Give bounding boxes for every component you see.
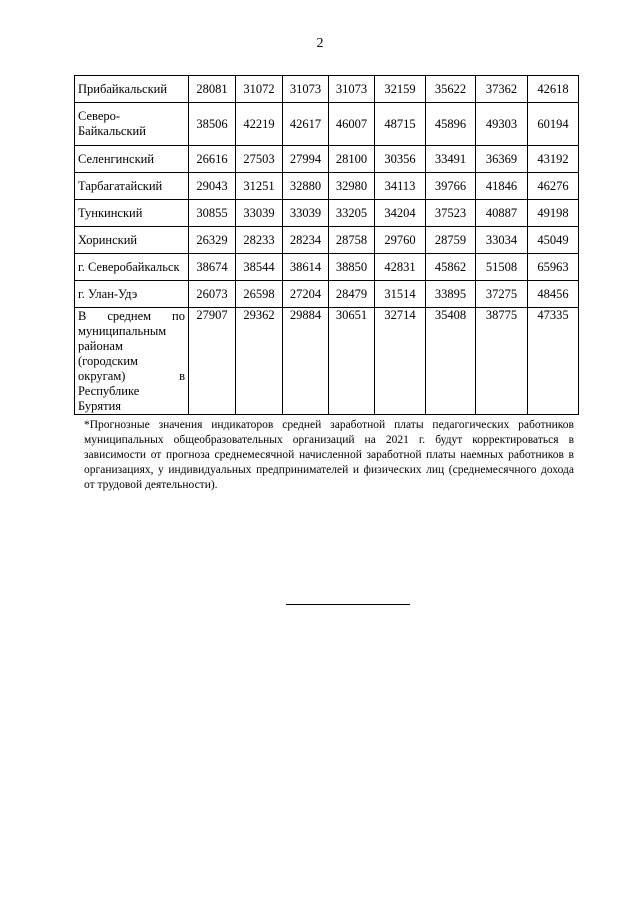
table-cell: 38544 [236, 254, 283, 281]
table-cell: 29884 [283, 308, 329, 415]
table-cell: 46007 [329, 103, 375, 146]
table-cell: 27204 [283, 281, 329, 308]
table-cell: 33039 [236, 200, 283, 227]
table-cell: 35408 [426, 308, 476, 415]
table-cell: 26598 [236, 281, 283, 308]
table-cell: 28233 [236, 227, 283, 254]
table-cell: 34113 [375, 173, 426, 200]
table-cell: 28758 [329, 227, 375, 254]
table-cell: 28479 [329, 281, 375, 308]
table-row [75, 254, 579, 281]
table-cell: 26616 [189, 146, 236, 173]
table-cell: 31514 [375, 281, 426, 308]
end-divider [286, 604, 410, 605]
table-cell: 36369 [476, 146, 528, 173]
page-number: 2 [316, 36, 324, 51]
footnote-text: *Прогнозные значения индикаторов средней заработной платы педагогических работников муниципальных общеобразовательных организаций на 2021 г. будут корректироваться в зависимости от прогноза среднемесячной начисленной заработной платы наемных работников в организациях, у индивидуальных предпринимателей и физических лиц (среднемесячного дохода от трудовой деятельности). [84, 419, 574, 491]
row-name: г. Северобайкальск [75, 254, 189, 281]
table-cell: 37275 [476, 281, 528, 308]
table-row [75, 76, 579, 103]
table-cell: 39766 [426, 173, 476, 200]
table-cell: 30651 [329, 308, 375, 415]
table-cell: 28234 [283, 227, 329, 254]
table-cell: 27994 [283, 146, 329, 173]
table-cell: 34204 [375, 200, 426, 227]
salary-table [74, 75, 579, 415]
table-row [75, 173, 579, 200]
table-row [75, 146, 579, 173]
table-cell: 48715 [375, 103, 426, 146]
table-cell: 42617 [283, 103, 329, 146]
table-cell: 48456 [528, 281, 579, 308]
table-cell: 26329 [189, 227, 236, 254]
table-cell: 38775 [476, 308, 528, 415]
row-name: Хоринский [75, 227, 189, 254]
table-cell: 65963 [528, 254, 579, 281]
table-cell: 28081 [189, 76, 236, 103]
table-cell: 38850 [329, 254, 375, 281]
table-cell: 28759 [426, 227, 476, 254]
table-cell: 32980 [329, 173, 375, 200]
table-cell: 47335 [528, 308, 579, 415]
table-cell: 42618 [528, 76, 579, 103]
table-cell: 46276 [528, 173, 579, 200]
table-cell: 49303 [476, 103, 528, 146]
table-row [75, 200, 579, 227]
table-cell: 31073 [329, 76, 375, 103]
table-cell: 29362 [236, 308, 283, 415]
table-cell: 28100 [329, 146, 375, 173]
row-name: Прибайкальский [75, 76, 189, 103]
table-cell: 33895 [426, 281, 476, 308]
row-name: Тарбагатайский [75, 173, 189, 200]
table-cell: 32714 [375, 308, 426, 415]
table-cell: 29043 [189, 173, 236, 200]
table-row [75, 281, 579, 308]
table-cell: 32159 [375, 76, 426, 103]
table-cell: 38674 [189, 254, 236, 281]
table-cell: 27503 [236, 146, 283, 173]
table-cell: 31251 [236, 173, 283, 200]
table-cell: 38614 [283, 254, 329, 281]
table-cell: 30356 [375, 146, 426, 173]
table-cell: 60194 [528, 103, 579, 146]
table-cell: 35622 [426, 76, 476, 103]
table-cell: 33034 [476, 227, 528, 254]
table-cell: 45862 [426, 254, 476, 281]
table-cell: 41846 [476, 173, 528, 200]
table-row-total [75, 308, 579, 415]
footnote-divider [84, 414, 184, 415]
row-name: В среднем по муниципальным районам (городским округам) в Республике Бурятия [75, 308, 189, 415]
table-cell: 32880 [283, 173, 329, 200]
table-cell: 33491 [426, 146, 476, 173]
table-cell: 31072 [236, 76, 283, 103]
table-cell: 45049 [528, 227, 579, 254]
table-cell: 51508 [476, 254, 528, 281]
table-cell: 33039 [283, 200, 329, 227]
table-cell: 45896 [426, 103, 476, 146]
table-cell: 38506 [189, 103, 236, 146]
table-cell: 37523 [426, 200, 476, 227]
table-cell: 42219 [236, 103, 283, 146]
table-cell: 30855 [189, 200, 236, 227]
table-cell: 27907 [189, 308, 236, 415]
row-name: Тункинский [75, 200, 189, 227]
table-cell: 29760 [375, 227, 426, 254]
table-cell: 26073 [189, 281, 236, 308]
table-cell: 42831 [375, 254, 426, 281]
table-cell: 43192 [528, 146, 579, 173]
table-cell: 31073 [283, 76, 329, 103]
row-name: Северо-Байкальский [75, 103, 189, 146]
table-cell: 33205 [329, 200, 375, 227]
table-row [75, 103, 579, 146]
table-cell: 49198 [528, 200, 579, 227]
table-cell: 40887 [476, 200, 528, 227]
table-row [75, 227, 579, 254]
row-name: г. Улан-Удэ [75, 281, 189, 308]
table-cell: 37362 [476, 76, 528, 103]
row-name: Селенгинский [75, 146, 189, 173]
